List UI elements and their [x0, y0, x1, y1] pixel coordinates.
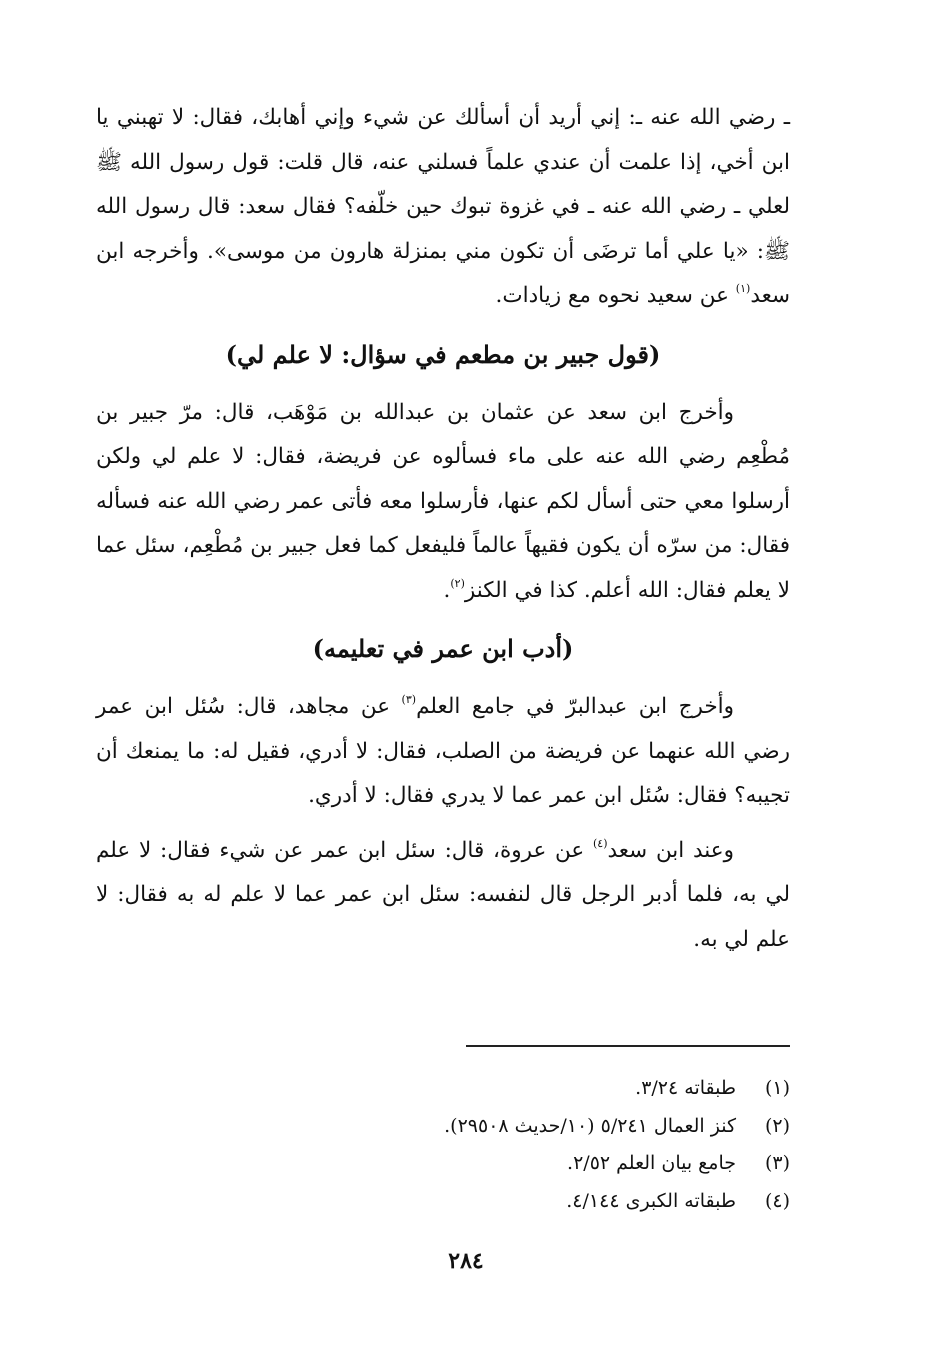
- footnote-3: [96, 1145, 790, 1183]
- paragraph-2-text: وأخرج ابن سعد عن عثمان بن عبدالله بن مَوْهَب، قال: مرّ جبير بن مُطْعِم رضي الله عنه على ماء فسألوه عن فريضة، فقال: لا علم لي ولكن أرسلوا معي حتى أسأل لكم عنها، فأرسلوا معه فأتى عمر رضي الله عنه فسأله فقال: من سرّه أن يكون فقيهاً عالماً فليفعل كما فعل جبير بن مُطْعِم، سئل عما لا يعلم فقال: الله أعلم. كذا في الكنز: [96, 399, 790, 603]
- paragraph-4: [96, 829, 790, 963]
- footnote-ref-1: (١): [735, 282, 751, 295]
- footnote-divider: [466, 1045, 790, 1047]
- paragraph-3-text: وأخرج ابن عبدالبرّ في جامع العلم: [416, 694, 734, 719]
- footnote-text: طبقاته ٣/٢٤.: [635, 1077, 736, 1099]
- footnote-1: [96, 1070, 790, 1108]
- footnote-ref-3: (٣): [401, 693, 417, 706]
- paragraph-gap: [96, 819, 790, 829]
- footnote-2: [96, 1108, 790, 1146]
- footnote-ref-2: (٢): [450, 576, 465, 590]
- footnote-number: (٢): [764, 1114, 790, 1137]
- footnote-number: (٤): [764, 1189, 790, 1212]
- footnote-text: جامع بيان العلم ٢/٥٢.: [567, 1152, 736, 1174]
- paragraph-1-tail: عن سعيد نحوه مع زيادات.: [495, 283, 736, 308]
- page-number: ٢٨٤: [448, 1248, 484, 1274]
- footnote-4: [96, 1183, 790, 1221]
- paragraph-3: [96, 685, 790, 819]
- footnote-number: (١): [764, 1077, 790, 1099]
- footnotes: [96, 1070, 790, 1220]
- footnote-ref-4: (٤): [593, 836, 608, 850]
- paragraph-1: [96, 96, 790, 319]
- paragraph-1-text: ـ رضي الله عنه ـ: إني أريد أن أسألك عن شيء وإني أهابك، فقال: لا تهبني يا ابن أخي، إذا علمت أن عندي علماً فسلني عنه، قال قلت: قول رسول الله ﷺ لعلي ـ رضي الله عنه ـ في غزوة تبوك حين خلّفه؟ فقال سعد: قال رسول الله ﷺ: «يا علي أما ترضَى أن تكون مني بمنزلة هارون من موسى». وأخرجه ابن سعد: [96, 105, 790, 308]
- paragraph-2: [96, 391, 790, 614]
- footnote-text: طبقاته الكبرى ٤/١٤٤.: [566, 1189, 736, 1212]
- paragraph-4-tail: عن عروة، قال: سئل ابن عمر عن شيء فقال: لا علم لي به، فلما أدبر الرجل قال لنفسه: سئل ابن عمر عما لا علم له به فقال: لا علم لي به.: [96, 837, 790, 952]
- paragraph-3-tail: عن مجاهد، قال: سُئل ابن عمر رضي الله عنهما عن فريضة من الصلب، فقال: لا أدري، فقيل له: ما يمنعك أن تجيبه؟ فقال: سُئل ابن عمر عما لا يدري فقال: لا أدري.: [96, 694, 790, 808]
- footnote-number: (٣): [764, 1152, 790, 1174]
- section-heading-ibn-umar: (أدب ابن عمر في تعليمه): [312, 634, 574, 663]
- footnote-text: كنز العمال ٥/٢٤١ (١٠/حديث ٢٩٥٠٨).: [444, 1114, 736, 1137]
- paragraph-4-text: وعند ابن سعد: [607, 837, 734, 863]
- paragraph-2-tail: .: [443, 577, 451, 603]
- section-heading-jubayr: (قول جبير بن مطعم في سؤال: لا علم لي): [225, 339, 661, 369]
- page-body: [96, 96, 790, 962]
